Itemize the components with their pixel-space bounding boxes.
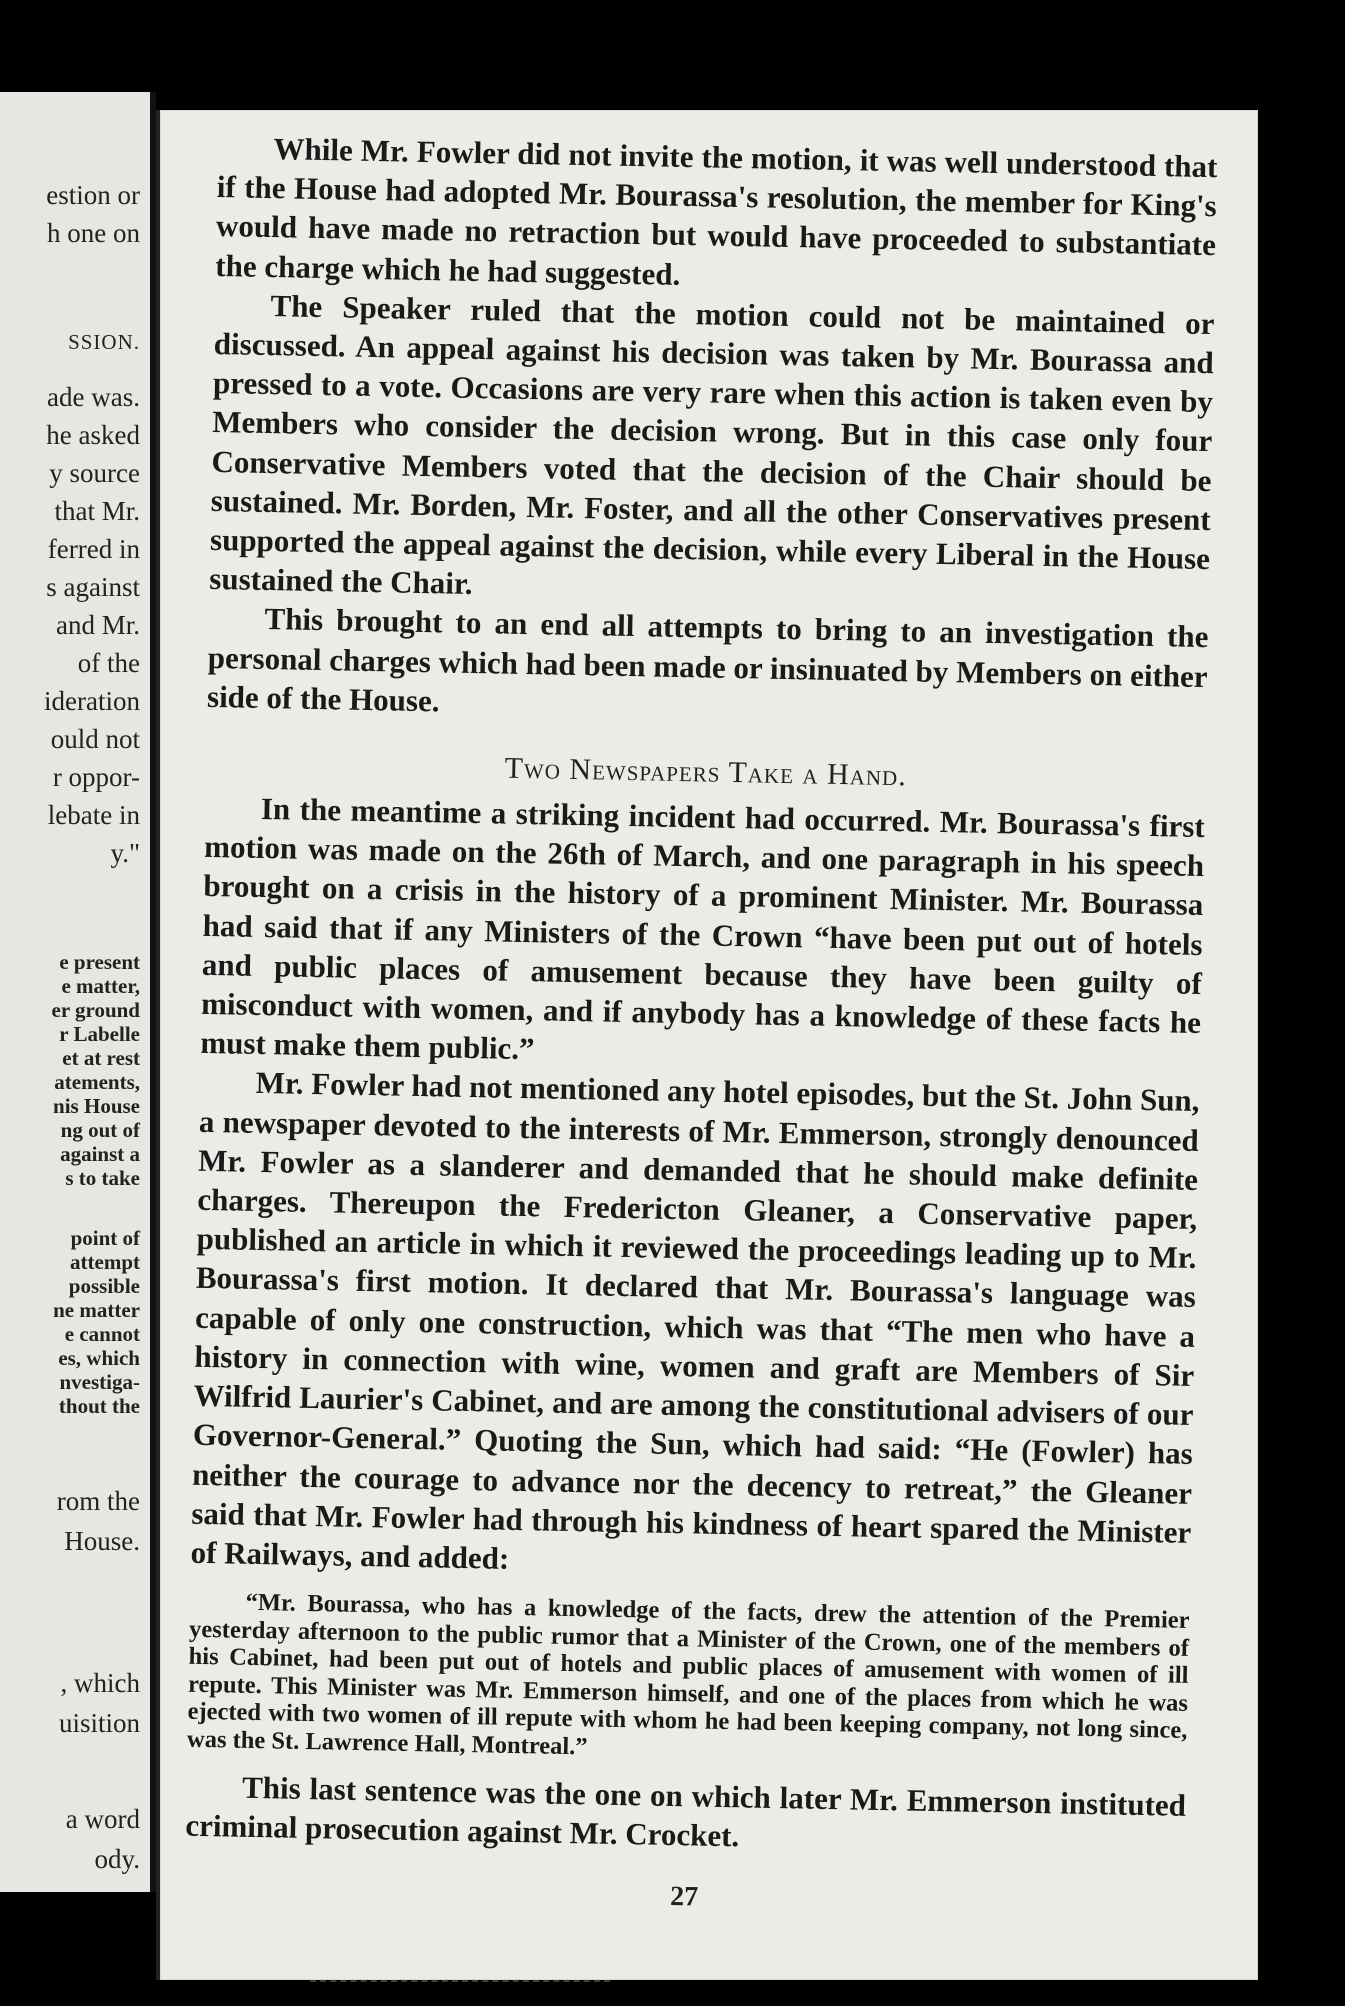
main-page: [156, 110, 1258, 1980]
paragraph: The Speaker ruled that the motion could not be maintained or discussed. An appeal against his decision was taken by Mr. Bourassa and pressed to a vote. Occasions are very rare when this action is taken even by Members who consider the decision wrong. But in this case only four Conservative Members voted that the decision of the Chair should be sustained. Mr. Borden, Mr. Foster, and all the other Conservatives present supported the appeal against the decision, while every Liberal in the House sustained the Chair.: [209, 287, 1215, 602]
left-page-text-fragment: atements,: [54, 1070, 140, 1094]
left-page-text-fragment: thout the: [58, 1394, 140, 1418]
text-column: [184, 128, 1218, 1922]
left-page-text-fragment: e matter,: [61, 974, 140, 998]
left-page-text-fragment: he asked: [46, 420, 140, 450]
left-page-text-fragment: s against: [46, 572, 140, 602]
left-page-text-fragment: ody.: [94, 1844, 140, 1874]
left-page-text-fragment: y.": [110, 838, 140, 868]
left-page-text-fragment: et at rest: [62, 1046, 140, 1070]
left-page-text-fragment: y source: [49, 458, 140, 488]
left-page-text-fragment: e cannot: [64, 1322, 140, 1346]
left-page-text-fragment: ng out of: [60, 1118, 140, 1142]
paragraph: In the meantime a striking incident had occurred. Mr. Bourassa's first motion was made on the 26th of March, and one paragraph in his speech brought on a crisis in the history of a prominent Minister. Mr. Bourassa had said that if any Ministers of the Crown “have been put out of hotels and public places of amusement because they have been guilty of misconduct with women, and if anybody has a knowledge of these facts he must make them public.”: [200, 790, 1206, 1067]
left-page-text-fragment: ideration: [44, 686, 140, 716]
left-page-text-fragment: ade was.: [47, 382, 140, 412]
left-page-text-fragment: e present: [59, 950, 140, 974]
paragraph: While Mr. Fowler did not invite the motion, it was well understood that if the House had adopted Mr. Bourassa's resolution, the member for King's would have made no retraction but would have proceeded to substantiate the charge which he had suggested.: [215, 131, 1218, 292]
left-page-text-fragment: of the: [77, 648, 140, 678]
block-quote: “Mr. Bourassa, who has a knowledge of the facts, drew the attention of the Premier yesterday afternoon to the public rumor that a Minister of the Crown, one of the members of his Cabinet, had been put out of hotels and public places of amusement with women of ill repute. This Minister was Mr. Emmerson himself, and one of the places from which he was ejected with two women of ill repute with whom he had been keeping company, not long since, was the St. Lawrence Hall, Montreal.”: [186, 1588, 1190, 1760]
left-page-text-fragment: possible: [68, 1274, 140, 1298]
left-page-text-fragment: r oppor-: [52, 762, 140, 792]
left-page-text-fragment: ould not: [50, 724, 140, 754]
pencil-mark: [310, 1968, 610, 1982]
left-page-text-fragment: a word: [65, 1804, 140, 1834]
left-page-text-fragment: nis House: [53, 1094, 140, 1118]
section-heading: Two Newspapers Take a Hand.: [504, 751, 908, 793]
left-page-text-fragment: that Mr.: [54, 496, 140, 526]
left-page-text-fragment: House.: [64, 1526, 140, 1556]
left-page-text-fragment: ferred in: [47, 534, 140, 564]
left-page-text-fragment: estion or: [46, 180, 140, 210]
page-number: 27: [669, 1880, 699, 1913]
paragraph: Mr. Fowler had not mentioned any hotel episodes, but the St. John Sun, a newspaper devoted to the interests of Mr. Emmerson, strongly denounced Mr. Fowler as a slanderer and demanded that he should make definite charges. Thereupon the Fredericton Gleaner, a Conservative paper, published an article in which it reviewed the proceedings leading up to Mr. Bourassa's first motion. It declared that Mr. Bourassa's language was capable of only one construction, which was that “The men who have a history in connection with wine, women and graft are Members of Sir Wilfrid Laurier's Cabinet, and are among the constitutional advisers of our Governor-General.” Quoting the Sun, which had said: “He (Fowler) has neither the courage to advance nor the decency to retreat,” the Gleaner said that Mr. Fowler had through his kindness of heart spared the Minister of Railways, and added:: [190, 1065, 1200, 1576]
left-page-text-fragment: and Mr.: [56, 610, 140, 640]
left-facing-page: [0, 92, 150, 1892]
left-page-text-fragment: es, which: [58, 1346, 140, 1370]
left-page-text-fragment: nvestiga-: [59, 1370, 140, 1394]
left-page-text-fragment: lebate in: [47, 800, 140, 830]
left-page-text-fragment: ne matter: [53, 1298, 140, 1322]
left-page-text-fragment: attempt: [70, 1250, 140, 1274]
left-page-text-fragment: uisition: [58, 1708, 140, 1738]
left-page-text-fragment: rom the: [56, 1486, 140, 1516]
left-page-text-fragment: point of: [70, 1226, 140, 1250]
paragraph: This brought to an end all attempts to bring to an investigation the personal charges which had been made or insinuated by Members on either side of the House.: [206, 601, 1209, 719]
left-page-text-fragment: , which: [60, 1668, 140, 1698]
left-page-text-fragment: s to take: [65, 1166, 140, 1190]
left-page-text-fragment: SSION.: [68, 330, 140, 354]
left-page-text-fragment: against a: [60, 1142, 140, 1166]
left-page-text-fragment: r Labelle: [59, 1022, 140, 1046]
left-page-text-fragment: er ground: [51, 998, 140, 1022]
left-page-text-fragment: h one on: [47, 218, 140, 248]
paragraph: This last sentence was the one on which later Mr. Emmerson instituted criminal prosecution against Mr. Crocket.: [185, 1769, 1187, 1854]
